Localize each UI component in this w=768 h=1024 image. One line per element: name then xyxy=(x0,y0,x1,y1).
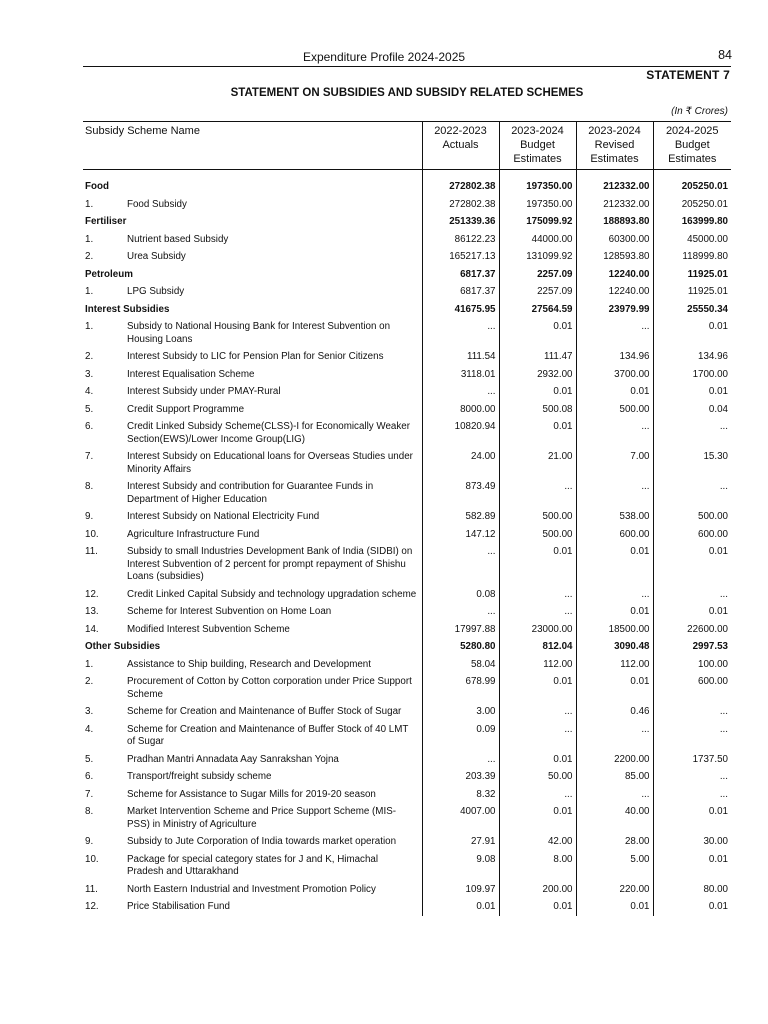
header-2022-23-actuals xyxy=(422,122,499,170)
scheme-name: Transport/freight subsidy scheme xyxy=(127,771,272,782)
value-2023-24-budget: 500.00 xyxy=(499,526,576,544)
serial-number: 2. xyxy=(85,676,94,687)
value-2024-25-budget: 25550.34 xyxy=(653,301,731,319)
value-2023-24-revised: ... xyxy=(576,318,653,348)
scheme-name: Interest Subsidy on National Electricity Fund xyxy=(127,511,320,522)
category-name: Petroleum xyxy=(85,268,133,280)
value-2024-25-budget: 600.00 xyxy=(653,526,731,544)
category-name: Fertiliser xyxy=(85,216,127,227)
table-row xyxy=(83,196,731,214)
scheme-cell xyxy=(83,283,422,301)
serial-number: 5. xyxy=(85,403,94,415)
value-2023-24-revised: 28.00 xyxy=(576,833,653,851)
value-2022-23-actuals: 0.01 xyxy=(422,898,499,916)
value-2023-24-revised: 500.00 xyxy=(576,401,653,419)
value-2023-24-revised: 3090.48 xyxy=(576,638,653,656)
serial-number: 1. xyxy=(85,198,94,210)
serial-number: 8. xyxy=(85,806,94,817)
value-2022-23-actuals: 10820.94 xyxy=(422,418,499,448)
value-2023-24-budget: 0.01 xyxy=(499,673,576,703)
value-2022-23-actuals: ... xyxy=(422,318,499,348)
value-2023-24-revised: ... xyxy=(576,786,653,804)
category-name: Food xyxy=(85,181,109,192)
serial-number: 4. xyxy=(85,723,94,735)
value-2023-24-budget: ... xyxy=(499,703,576,721)
scheme-cell xyxy=(83,448,422,478)
table-row xyxy=(83,586,731,604)
category-row xyxy=(83,170,731,196)
value-2023-24-revised: 7.00 xyxy=(576,448,653,478)
value-2024-25-budget: 0.01 xyxy=(653,851,731,881)
value-2022-23-actuals: 678.99 xyxy=(422,673,499,703)
value-2022-23-actuals: 3118.01 xyxy=(422,366,499,384)
value-2023-24-budget: 2257.09 xyxy=(499,266,576,284)
value-2022-23-actuals: 582.89 xyxy=(422,508,499,526)
table-row xyxy=(83,656,731,674)
scheme-name: LPG Subsidy xyxy=(127,286,185,297)
scheme-cell xyxy=(83,508,422,526)
category-row xyxy=(83,213,731,231)
value-2024-25-budget: 45000.00 xyxy=(653,231,731,249)
table-row xyxy=(83,448,731,478)
value-2023-24-budget: 0.01 xyxy=(499,383,576,401)
scheme-cell xyxy=(83,703,422,721)
value-2024-25-budget: 500.00 xyxy=(653,508,731,526)
value-2023-24-revised: 220.00 xyxy=(576,881,653,899)
value-2023-24-budget: 0.01 xyxy=(499,418,576,448)
value-2022-23-actuals: 6817.37 xyxy=(422,266,499,284)
serial-number: 9. xyxy=(85,511,94,522)
value-2024-25-budget: 0.01 xyxy=(653,603,731,621)
value-2023-24-revised: ... xyxy=(576,721,653,751)
value-2023-24-revised: 60300.00 xyxy=(576,231,653,249)
value-2022-23-actuals: 272802.38 xyxy=(422,196,499,214)
value-2023-24-revised: 0.01 xyxy=(576,898,653,916)
value-2024-25-budget: 600.00 xyxy=(653,673,731,703)
serial-number: 2. xyxy=(85,351,94,362)
table-row xyxy=(83,721,731,751)
header-line: Estimates xyxy=(590,153,639,165)
value-2023-24-revised: 0.01 xyxy=(576,383,653,401)
value-2023-24-budget: 200.00 xyxy=(499,881,576,899)
value-2024-25-budget: 0.04 xyxy=(653,401,731,419)
serial-number: 7. xyxy=(85,451,94,462)
value-2022-23-actuals: 147.12 xyxy=(422,526,499,544)
header-2024-25-budget xyxy=(653,122,731,170)
value-2023-24-budget: 44000.00 xyxy=(499,231,576,249)
table-row xyxy=(83,526,731,544)
scheme-name: Credit Linked Capital Subsidy and technology upgradation scheme xyxy=(127,588,417,600)
scheme-name: Scheme for Assistance to Sugar Mills for 2019-20 season xyxy=(127,788,376,800)
statement-number: STATEMENT 7 xyxy=(646,68,730,82)
value-2022-23-actuals: 3.00 xyxy=(422,703,499,721)
scheme-cell xyxy=(83,656,422,674)
value-2023-24-revised: 0.01 xyxy=(576,603,653,621)
header-line: 2024-2025 xyxy=(665,125,719,137)
value-2023-24-revised: 40.00 xyxy=(576,803,653,833)
table-row xyxy=(83,418,731,448)
value-2024-25-budget: ... xyxy=(653,768,731,786)
serial-number: 6. xyxy=(85,771,94,782)
serial-number: 1. xyxy=(85,233,94,245)
value-2024-25-budget: 0.01 xyxy=(653,543,731,586)
table-header-row xyxy=(83,122,731,170)
serial-number: 2. xyxy=(85,251,94,262)
value-2022-23-actuals: 0.08 xyxy=(422,586,499,604)
value-2023-24-budget: 197350.00 xyxy=(499,196,576,214)
value-2023-24-budget: ... xyxy=(499,786,576,804)
category-row xyxy=(83,301,731,319)
table-row xyxy=(83,383,731,401)
value-2022-23-actuals: 6817.37 xyxy=(422,283,499,301)
value-2023-24-budget: 112.00 xyxy=(499,656,576,674)
value-2023-24-budget: 2932.00 xyxy=(499,366,576,384)
scheme-name: Scheme for Interest Subvention on Home Loan xyxy=(127,606,332,617)
value-2024-25-budget: ... xyxy=(653,786,731,804)
scheme-cell xyxy=(83,833,422,851)
value-2023-24-revised: 85.00 xyxy=(576,768,653,786)
value-2023-24-revised: 212332.00 xyxy=(576,196,653,214)
value-2024-25-budget: ... xyxy=(653,703,731,721)
value-2023-24-revised: ... xyxy=(576,418,653,448)
table-row xyxy=(83,673,731,703)
value-2023-24-budget: ... xyxy=(499,603,576,621)
page-number: 84 xyxy=(718,48,732,62)
running-header-title: Expenditure Profile 2024-2025 xyxy=(302,50,466,64)
table-row xyxy=(83,231,731,249)
header-line: Budget xyxy=(520,139,555,151)
serial-number: 8. xyxy=(85,481,94,492)
table-row xyxy=(83,401,731,419)
serial-number: 6. xyxy=(85,421,94,432)
value-2023-24-budget: 27564.59 xyxy=(499,301,576,319)
value-2022-23-actuals: ... xyxy=(422,751,499,769)
value-2023-24-revised: 112.00 xyxy=(576,656,653,674)
scheme-name: Interest Equalisation Scheme xyxy=(127,368,255,380)
serial-number: 11. xyxy=(85,883,98,895)
value-2022-23-actuals: 86122.23 xyxy=(422,231,499,249)
value-2023-24-budget: 50.00 xyxy=(499,768,576,786)
value-2024-25-budget: 22600.00 xyxy=(653,621,731,639)
table-row xyxy=(83,833,731,851)
statement-title: STATEMENT ON SUBSIDIES AND SUBSIDY RELATED SCHEMES xyxy=(230,87,584,99)
value-2024-25-budget: 100.00 xyxy=(653,656,731,674)
value-2023-24-revised: 3700.00 xyxy=(576,366,653,384)
value-2023-24-budget: ... xyxy=(499,721,576,751)
value-2023-24-budget: 21.00 xyxy=(499,448,576,478)
value-2023-24-revised: ... xyxy=(576,478,653,508)
value-2024-25-budget: 134.96 xyxy=(653,348,731,366)
scheme-cell xyxy=(83,751,422,769)
value-2022-23-actuals: 109.97 xyxy=(422,881,499,899)
scheme-name: Scheme for Creation and Maintenance of Buffer Stock of 40 LMT of Sugar xyxy=(127,723,409,747)
header-line: Budget xyxy=(674,139,710,151)
category-row xyxy=(83,638,731,656)
value-2024-25-budget: 0.01 xyxy=(653,898,731,916)
value-2022-23-actuals: 8000.00 xyxy=(422,401,499,419)
value-2023-24-budget: 500.00 xyxy=(499,508,576,526)
scheme-cell xyxy=(83,543,422,586)
table-row xyxy=(83,543,731,586)
scheme-name: Price Stabilisation Fund xyxy=(127,901,230,912)
value-2022-23-actuals: ... xyxy=(422,383,499,401)
scheme-name: Urea Subsidy xyxy=(127,251,186,262)
category-name: Other Subsidies xyxy=(85,641,161,652)
value-2024-25-budget: 1700.00 xyxy=(653,366,731,384)
value-2024-25-budget: 2997.53 xyxy=(653,638,731,656)
header-line: 2023-2024 xyxy=(588,125,641,137)
scheme-cell xyxy=(83,673,422,703)
scheme-cell xyxy=(83,603,422,621)
serial-number: 5. xyxy=(85,753,94,765)
value-2023-24-budget: 131099.92 xyxy=(499,248,576,266)
serial-number: 10. xyxy=(85,853,99,865)
value-2023-24-revised: 12240.00 xyxy=(576,283,653,301)
table-row xyxy=(83,768,731,786)
value-2024-25-budget: ... xyxy=(653,418,731,448)
value-2023-24-budget: 23000.00 xyxy=(499,621,576,639)
value-2024-25-budget: 205250.01 xyxy=(653,170,731,196)
table-row xyxy=(83,283,731,301)
value-2022-23-actuals: 272802.38 xyxy=(422,170,499,196)
value-2024-25-budget: ... xyxy=(653,478,731,508)
scheme-name: Procurement of Cotton by Cotton corporation under Price Support Scheme xyxy=(127,676,412,700)
value-2023-24-budget: 197350.00 xyxy=(499,170,576,196)
value-2023-24-revised: 18500.00 xyxy=(576,621,653,639)
scheme-cell xyxy=(83,478,422,508)
header-2023-24-revised xyxy=(576,122,653,170)
scheme-name: Nutrient based Subsidy xyxy=(127,233,229,245)
scheme-name: Subsidy to small Industries Development Bank of India (SIDBI) on Interest Subvention of 2 percent for prompt repayment of Shishu Loans (subsidies) xyxy=(127,546,413,582)
header-line: Revised xyxy=(594,139,635,151)
value-2023-24-budget: 8.00 xyxy=(499,851,576,881)
value-2022-23-actuals: 24.00 xyxy=(422,448,499,478)
table-row xyxy=(83,898,731,916)
serial-number: 1. xyxy=(85,658,94,670)
value-2024-25-budget: 118999.80 xyxy=(653,248,731,266)
value-2023-24-budget: 42.00 xyxy=(499,833,576,851)
value-2023-24-revised: 0.01 xyxy=(576,673,653,703)
value-2024-25-budget: 205250.01 xyxy=(653,196,731,214)
value-2024-25-budget: 1737.50 xyxy=(653,751,731,769)
value-2022-23-actuals: 873.49 xyxy=(422,478,499,508)
scheme-name: Subsidy to National Housing Bank for Interest Subvention on Housing Loans xyxy=(127,321,391,345)
scheme-cell xyxy=(83,898,422,916)
value-2023-24-revised: 212332.00 xyxy=(576,170,653,196)
value-2022-23-actuals: 0.09 xyxy=(422,721,499,751)
serial-number: 4. xyxy=(85,386,94,397)
header-rule xyxy=(83,66,731,67)
value-2024-25-budget: 0.01 xyxy=(653,318,731,348)
scheme-cell xyxy=(83,231,422,249)
value-2023-24-revised: 0.01 xyxy=(576,543,653,586)
scheme-cell xyxy=(83,401,422,419)
serial-number: 11. xyxy=(85,546,98,557)
header-line: Estimates xyxy=(513,153,562,165)
value-2023-24-budget: 812.04 xyxy=(499,638,576,656)
value-2023-24-budget: 111.47 xyxy=(499,348,576,366)
value-2022-23-actuals: 17997.88 xyxy=(422,621,499,639)
value-2023-24-revised: 23979.99 xyxy=(576,301,653,319)
value-2022-23-actuals: 165217.13 xyxy=(422,248,499,266)
value-2023-24-revised: 134.96 xyxy=(576,348,653,366)
value-2022-23-actuals: 8.32 xyxy=(422,786,499,804)
scheme-name: Modified Interest Subvention Scheme xyxy=(127,623,290,635)
scheme-cell xyxy=(83,248,422,266)
header-line: 2023-2024 xyxy=(511,125,564,137)
value-2023-24-budget: 175099.92 xyxy=(499,213,576,231)
value-2024-25-budget: 30.00 xyxy=(653,833,731,851)
value-2023-24-revised: 2200.00 xyxy=(576,751,653,769)
serial-number: 12. xyxy=(85,588,99,600)
serial-number: 1. xyxy=(85,321,94,332)
scheme-name: Agriculture Infrastructure Fund xyxy=(127,528,260,540)
table-row xyxy=(83,366,731,384)
serial-number: 13. xyxy=(85,606,99,617)
scheme-name: Subsidy to Jute Corporation of India towards market operation xyxy=(127,836,397,847)
value-2024-25-budget: ... xyxy=(653,721,731,751)
header-line: Actuals xyxy=(442,139,479,151)
value-2024-25-budget: 163999.80 xyxy=(653,213,731,231)
scheme-name: Scheme for Creation and Maintenance of Buffer Stock of Sugar xyxy=(127,706,402,717)
scheme-cell xyxy=(83,803,422,833)
value-2022-23-actuals: 4007.00 xyxy=(422,803,499,833)
value-2022-23-actuals: 111.54 xyxy=(422,348,499,366)
scheme-cell xyxy=(83,383,422,401)
value-2023-24-budget: 0.01 xyxy=(499,543,576,586)
table-row xyxy=(83,881,731,899)
serial-number: 7. xyxy=(85,788,94,800)
category-name: Interest Subsidies xyxy=(85,303,170,315)
scheme-name: Market Intervention Scheme and Price Support Scheme (MIS-PSS) in Ministry of Agriculture xyxy=(127,806,396,830)
table-row xyxy=(83,318,731,348)
value-2022-23-actuals: ... xyxy=(422,543,499,586)
table-row xyxy=(83,786,731,804)
table-row xyxy=(83,348,731,366)
value-2023-24-budget: 2257.09 xyxy=(499,283,576,301)
value-2023-24-revised: 600.00 xyxy=(576,526,653,544)
category-row xyxy=(83,266,731,284)
value-2024-25-budget: 80.00 xyxy=(653,881,731,899)
value-2022-23-actuals: 5280.80 xyxy=(422,638,499,656)
value-2024-25-budget: 11925.01 xyxy=(653,266,731,284)
table-row xyxy=(83,751,731,769)
scheme-cell xyxy=(83,348,422,366)
value-2023-24-revised: 188893.80 xyxy=(576,213,653,231)
value-2023-24-budget: 0.01 xyxy=(499,898,576,916)
table-row xyxy=(83,803,731,833)
scheme-cell xyxy=(83,586,422,604)
scheme-cell xyxy=(83,851,422,881)
value-2022-23-actuals: ... xyxy=(422,603,499,621)
serial-number: 12. xyxy=(85,901,99,912)
serial-number: 14. xyxy=(85,623,99,635)
serial-number: 3. xyxy=(85,368,94,380)
value-2024-25-budget: ... xyxy=(653,586,731,604)
scheme-name: Package for special category states for J and K, Himachal Pradesh and Uttarakhand xyxy=(127,853,379,877)
header-line: 2022-2023 xyxy=(434,125,487,137)
value-2022-23-actuals: 41675.95 xyxy=(422,301,499,319)
table-row xyxy=(83,603,731,621)
scheme-name: Interest Subsidy under PMAY-Rural xyxy=(127,386,281,397)
table-row xyxy=(83,703,731,721)
scheme-name: North Eastern Industrial and Investment Promotion Policy xyxy=(127,883,376,895)
scheme-cell xyxy=(83,881,422,899)
serial-number: 3. xyxy=(85,706,94,717)
table-body xyxy=(83,170,731,916)
scheme-cell xyxy=(83,768,422,786)
scheme-cell xyxy=(83,621,422,639)
value-2022-23-actuals: 27.91 xyxy=(422,833,499,851)
scheme-cell xyxy=(83,366,422,384)
value-2022-23-actuals: 9.08 xyxy=(422,851,499,881)
value-2022-23-actuals: 251339.36 xyxy=(422,213,499,231)
value-2023-24-revised: 538.00 xyxy=(576,508,653,526)
scheme-name: Pradhan Mantri Annadata Aay Sanrakshan Yojna xyxy=(127,753,339,765)
scheme-cell xyxy=(83,318,422,348)
value-2023-24-revised: ... xyxy=(576,586,653,604)
scheme-name: Credit Support Programme xyxy=(127,403,245,415)
value-2024-25-budget: 0.01 xyxy=(653,803,731,833)
value-2024-25-budget: 0.01 xyxy=(653,383,731,401)
scheme-cell xyxy=(83,418,422,448)
value-2023-24-revised: 5.00 xyxy=(576,851,653,881)
value-2022-23-actuals: 203.39 xyxy=(422,768,499,786)
value-2023-24-budget: ... xyxy=(499,586,576,604)
units-note: (In ₹ Crores) xyxy=(671,106,728,117)
scheme-cell xyxy=(83,721,422,751)
serial-number: 9. xyxy=(85,836,94,847)
scheme-name: Food Subsidy xyxy=(127,198,187,210)
value-2023-24-revised: 128593.80 xyxy=(576,248,653,266)
scheme-name: Interest Subsidy and contribution for Guarantee Funds in Department of Higher Education xyxy=(127,481,374,505)
serial-number: 1. xyxy=(85,286,94,297)
value-2023-24-budget: 0.01 xyxy=(499,318,576,348)
value-2022-23-actuals: 58.04 xyxy=(422,656,499,674)
value-2023-24-revised: 12240.00 xyxy=(576,266,653,284)
value-2023-24-budget: ... xyxy=(499,478,576,508)
scheme-name: Interest Subsidy to LIC for Pension Plan for Senior Citizens xyxy=(127,351,384,362)
scheme-name: Credit Linked Subsidy Scheme(CLSS)-I for Economically Weaker Section(EWS)/Lower Income Group(LIG) xyxy=(127,421,410,445)
subsidy-table xyxy=(83,121,731,916)
header-line: Estimates xyxy=(668,153,717,165)
table-row xyxy=(83,621,731,639)
scheme-cell xyxy=(83,526,422,544)
table-row xyxy=(83,478,731,508)
value-2024-25-budget: 11925.01 xyxy=(653,283,731,301)
value-2023-24-budget: 500.08 xyxy=(499,401,576,419)
value-2023-24-budget: 0.01 xyxy=(499,803,576,833)
table-row xyxy=(83,248,731,266)
value-2023-24-budget: 0.01 xyxy=(499,751,576,769)
scheme-name: Assistance to Ship building, Research and Development xyxy=(127,658,371,670)
header-scheme-name: Subsidy Scheme Name xyxy=(83,122,422,170)
table-row xyxy=(83,851,731,881)
value-2024-25-budget: 15.30 xyxy=(653,448,731,478)
value-2023-24-revised: 0.46 xyxy=(576,703,653,721)
scheme-cell xyxy=(83,196,422,214)
scheme-name: Interest Subsidy on Educational loans for Overseas Studies under Minority Affairs xyxy=(127,451,413,475)
serial-number: 10. xyxy=(85,528,99,540)
table-row xyxy=(83,508,731,526)
header-2023-24-budget xyxy=(499,122,576,170)
scheme-cell xyxy=(83,786,422,804)
